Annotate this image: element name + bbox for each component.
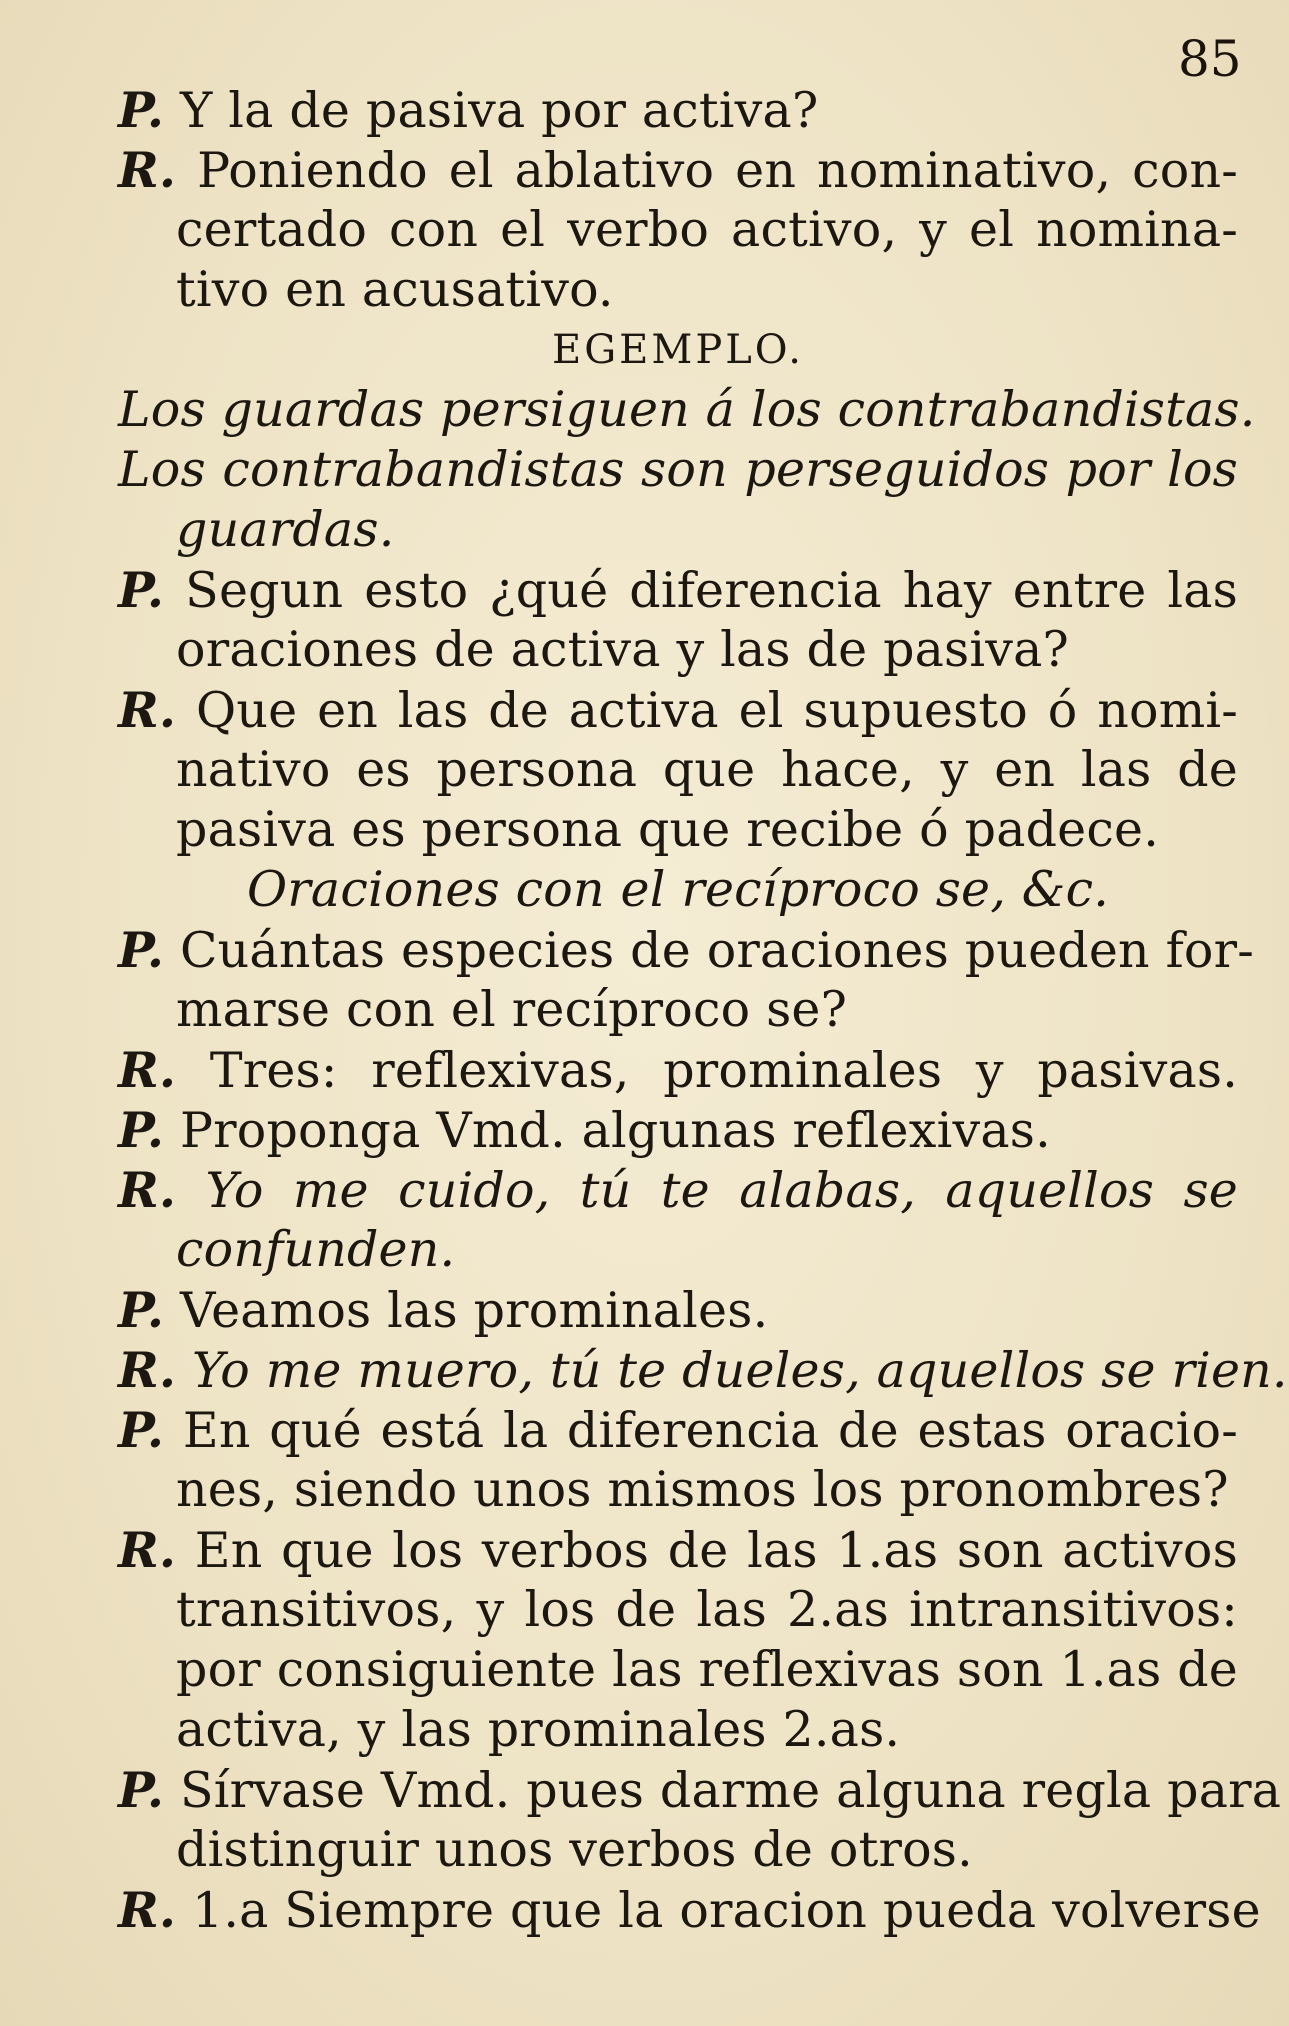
- text-line: [118, 560, 1238, 620]
- line-text: confunden.: [176, 1221, 456, 1278]
- line-text: tivo en acusativo.: [176, 261, 614, 318]
- text-line: [118, 1700, 1238, 1760]
- line-text: por consiguiente las reflexivas son 1.as de: [176, 1641, 1238, 1698]
- text-line: [118, 680, 1238, 740]
- answer-label: R.: [118, 1881, 177, 1939]
- text-line: [118, 800, 1238, 860]
- question-label: P.: [118, 81, 165, 139]
- text-line: [118, 80, 1238, 140]
- text-line: [118, 1400, 1238, 1460]
- text-line: [118, 1880, 1261, 1940]
- line-text: nes, siendo unos mismos los pronombres?: [176, 1461, 1229, 1518]
- line-text: Tres: reflexivas, prominales y pasivas.: [209, 1042, 1238, 1099]
- text-line: [118, 1040, 1238, 1100]
- answer-label: R.: [118, 141, 177, 199]
- text-line: [118, 200, 1238, 260]
- text-line: [118, 1100, 1238, 1160]
- line-text: nativo es persona que hace, y en las de: [176, 741, 1238, 798]
- line-text: certado con el verbo activo, y el nomina-: [176, 201, 1238, 258]
- line-text: Segun esto ¿qué diferencia hay entre las: [185, 562, 1238, 619]
- text-line: [118, 260, 1238, 320]
- example-heading: [118, 320, 1238, 380]
- line-text: 1.a Siempre que la oracion pueda volverse: [191, 1882, 1261, 1939]
- answer-label: R.: [118, 1341, 177, 1399]
- line-text: Yo me muero, tú te dueles, aquellos se rien.: [191, 1342, 1288, 1399]
- answer-label: R.: [118, 1161, 177, 1219]
- text-line: [118, 1280, 1238, 1340]
- line-text: transitivos, y los de las 2.as intransitivos:: [176, 1581, 1238, 1638]
- text-line: [118, 1160, 1238, 1220]
- text-line: [118, 1520, 1238, 1580]
- question-label: P.: [118, 921, 165, 979]
- question-label: P.: [118, 1401, 165, 1459]
- text-line: [118, 1760, 1282, 1820]
- text-line: [118, 500, 1238, 560]
- line-text: guardas.: [176, 501, 395, 558]
- line-text: Proponga Vmd. algunas reflexivas.: [179, 1102, 1051, 1159]
- answer-label: R.: [118, 1041, 177, 1099]
- text-line: [118, 740, 1238, 800]
- line-text: pasiva es persona que recibe ó padece.: [176, 801, 1159, 858]
- line-text: Cuántas especies de oraciones pueden for-: [179, 922, 1254, 979]
- line-text: activa, y las prominales 2.as.: [176, 1701, 901, 1758]
- line-text: marse con el recíproco se?: [176, 981, 848, 1038]
- text-line: [118, 920, 1254, 980]
- answer-label: R.: [118, 681, 177, 739]
- answer-label: R.: [118, 1521, 177, 1579]
- line-text: Veamos las prominales.: [179, 1282, 769, 1339]
- text-line: [118, 1340, 1288, 1400]
- line-text: En que los verbos de las 1.as son activos: [194, 1522, 1238, 1579]
- question-label: P.: [118, 1101, 165, 1159]
- section-title: [118, 860, 1238, 920]
- page-body: [118, 80, 1288, 1940]
- question-label: P.: [118, 1761, 165, 1819]
- question-label: P.: [118, 561, 165, 619]
- text-line: [118, 380, 1256, 440]
- text-line: [118, 1820, 1238, 1880]
- line-text: Oraciones con el recíproco se, &c.: [246, 861, 1110, 918]
- line-text: EGEMPLO.: [552, 327, 804, 373]
- line-text: Poniendo el ablativo en nominativo, con-: [197, 142, 1238, 199]
- line-text: Sírvase Vmd. pues darme alguna regla para: [179, 1762, 1282, 1819]
- line-text: distinguir unos verbos de otros.: [176, 1821, 973, 1878]
- text-line: [118, 1580, 1238, 1640]
- line-text: oraciones de activa y las de pasiva?: [176, 621, 1070, 678]
- text-line: [118, 140, 1238, 200]
- text-line: [118, 1220, 1238, 1280]
- line-text: En qué está la diferencia de estas oracio-: [182, 1402, 1239, 1459]
- line-text: Que en las de activa el supuesto ó nomi-: [195, 682, 1238, 739]
- line-text: Y la de pasiva por activa?: [179, 82, 819, 139]
- line-text: Yo me cuido, tú te alabas, aquellos se: [205, 1162, 1238, 1219]
- text-line: [118, 1640, 1238, 1700]
- page-number: 85: [1178, 30, 1242, 88]
- line-text: Los guardas persiguen á los contrabandistas.: [118, 381, 1256, 438]
- text-line: [118, 980, 1238, 1040]
- text-line: [118, 620, 1238, 680]
- question-label: P.: [118, 1281, 165, 1339]
- line-text: Los contrabandistas son perseguidos por los: [118, 441, 1238, 498]
- text-line: [118, 440, 1238, 500]
- text-line: [118, 1460, 1238, 1520]
